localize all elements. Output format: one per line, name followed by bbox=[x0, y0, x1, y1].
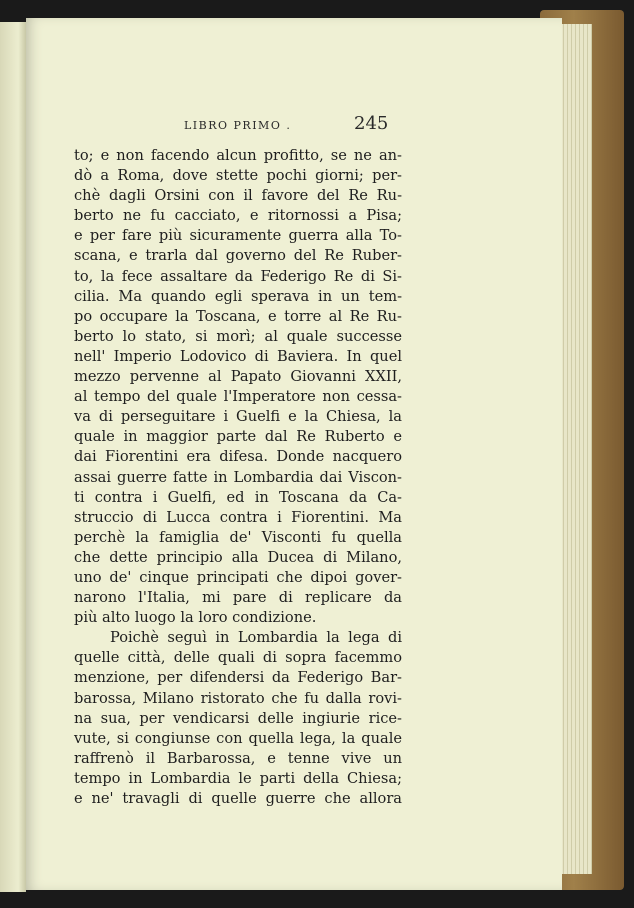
text-line: al tempo del quale l'Imperatore non cessa- bbox=[74, 388, 402, 406]
text-line: dai Fiorentini era difesa. Donde nacquero bbox=[74, 448, 402, 466]
text-line: berto ne fu cacciato, e ritornossi a Pisa; bbox=[74, 207, 402, 225]
running-head: LIBRO PRIMO . bbox=[184, 119, 292, 132]
text-line: e per fare più sicuramente guerra alla To- bbox=[74, 227, 402, 245]
paragraph bbox=[74, 628, 402, 809]
text-line: dò a Roma, dove stette pochi giorni; per- bbox=[74, 167, 402, 185]
text-line: struccio di Lucca contra i Fiorentini. Ma bbox=[74, 508, 402, 526]
text-line: che dette principio alla Ducea di Milano, bbox=[74, 548, 402, 566]
text-line: mezzo pervenne al Papato Giovanni XXII, bbox=[74, 368, 402, 386]
text-line: menzione, per difendersi da Federigo Bar- bbox=[74, 669, 402, 687]
text-line: più alto luogo la loro condizione. bbox=[74, 609, 317, 627]
text-line: chè dagli Orsini con il favore del Re Ru- bbox=[74, 187, 402, 205]
text-line: quelle città, delle quali di sopra facemmo bbox=[74, 649, 402, 667]
text-line: quale in maggior parte dal Re Ruberto e bbox=[74, 428, 402, 446]
text-line: e ne' travagli di quelle guerre che allora bbox=[74, 790, 402, 807]
body-text bbox=[74, 146, 402, 809]
text-line: barossa, Milano ristorato che fu dalla rovi- bbox=[74, 689, 402, 707]
text-line: berto lo stato, si morì; al quale successe bbox=[74, 327, 402, 345]
text-line: to; e non facendo alcun profitto, se ne an- bbox=[74, 147, 402, 164]
text-line: assai guerre fatte in Lombardia dai Viscon- bbox=[74, 468, 402, 486]
text-line: perchè la famiglia de' Visconti fu quella bbox=[74, 528, 402, 546]
text-line: Poichè seguì in Lombardia la lega di bbox=[110, 629, 402, 647]
text-line: vute, si congiunse con quella lega, la quale bbox=[74, 729, 402, 747]
page-number: 245 bbox=[354, 113, 389, 134]
text-line: va di perseguitare i Guelfi e la Chiesa, la bbox=[74, 408, 402, 426]
text-line: nell' Imperio Lodovico di Baviera. In quel bbox=[74, 347, 402, 365]
text-line: uno de' cinque principati che dipoi gover- bbox=[74, 568, 402, 586]
text-line: cilia. Ma quando egli sperava in un tem- bbox=[74, 287, 402, 305]
page-header bbox=[154, 113, 404, 137]
text-line: narono l'Italia, mi pare di replicare da bbox=[74, 589, 402, 607]
paragraph bbox=[74, 146, 402, 628]
text-line: to, la fece assaltare da Federigo Re di Si- bbox=[74, 267, 402, 285]
text-line: na sua, per vendicarsi delle ingiurie rice- bbox=[74, 709, 402, 727]
text-line: tempo in Lombardia le parti della Chiesa; bbox=[74, 769, 402, 787]
facing-page-edge bbox=[0, 22, 26, 892]
text-line: raffrenò il Barbarossa, e tenne vive un bbox=[74, 749, 402, 767]
text-line: ti contra i Guelfi, ed in Toscana da Ca- bbox=[74, 488, 402, 506]
text-line: po occupare la Toscana, e torre al Re Ru- bbox=[74, 307, 402, 325]
text-line: scana, e trarla dal governo del Re Ruber- bbox=[74, 247, 402, 265]
